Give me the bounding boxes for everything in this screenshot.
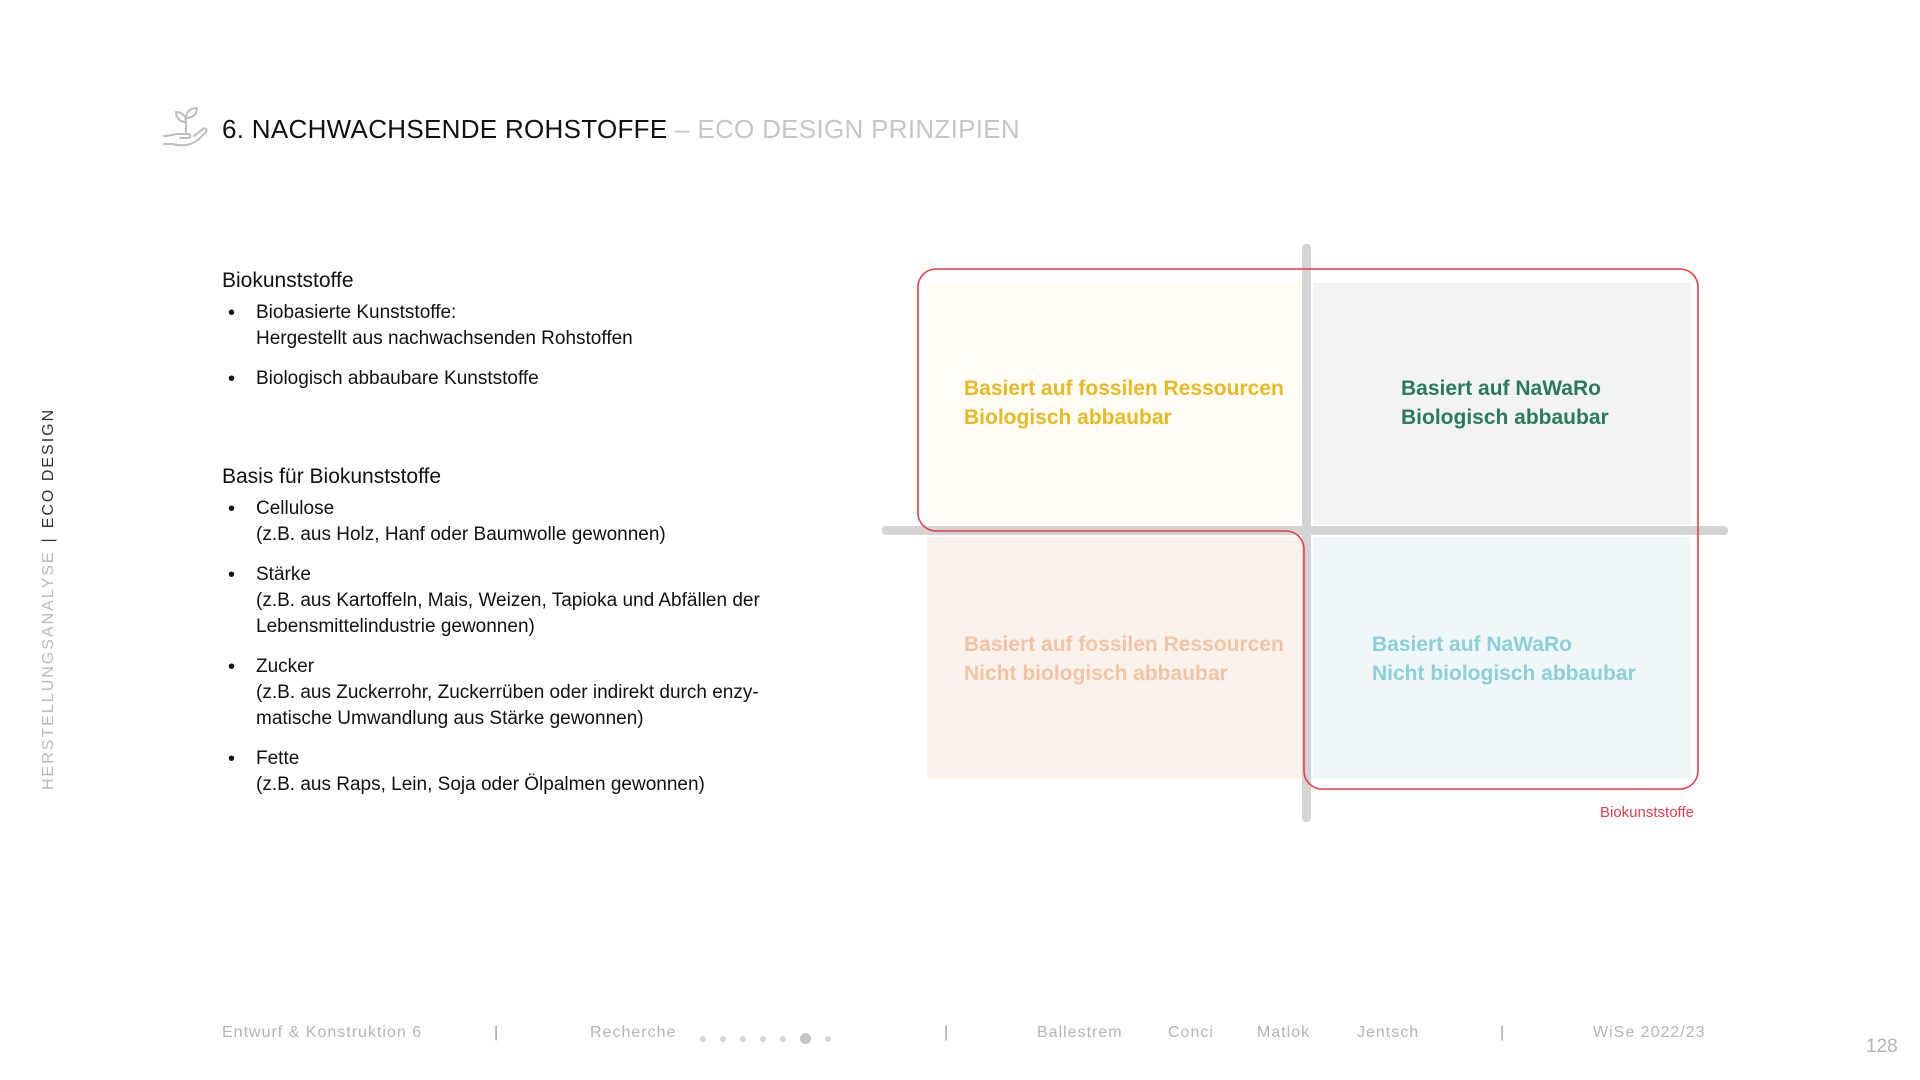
section-title-biokunststoffe: Biokunststoffe: [222, 269, 354, 292]
title-main: 6. NACHWACHSENDE ROHSTOFFE: [222, 114, 668, 144]
footer-separator: |: [1500, 1024, 1506, 1041]
progress-dot-active: [800, 1033, 811, 1044]
page-number: 128: [1866, 1036, 1898, 1057]
footer-separator: |: [494, 1024, 500, 1041]
list-item-sub: (z.B. aus Holz, Hanf oder Baumwolle gewonnen): [256, 524, 666, 545]
progress-dot: [740, 1036, 746, 1042]
footer-name: Matlok: [1257, 1024, 1311, 1041]
list-item-head: • Zucker: [256, 656, 315, 677]
progress-dot: [700, 1036, 706, 1042]
side-label-part1: HERSTELLUNGSANALYSE: [40, 550, 57, 790]
footer-semester: WiSe 2022/23: [1593, 1024, 1706, 1041]
list-item-sub: (z.B. aus Zuckerrohr, Zuckerrüben oder indirekt durch enzy-matische Umwandlung aus Stärke gewonnen): [256, 682, 759, 729]
progress-dots: [700, 1033, 831, 1044]
progress-dot: [720, 1036, 726, 1042]
footer-separator: |: [944, 1024, 950, 1041]
list-item-sub: Hergestellt aus nachwachsenden Rohstoffen: [256, 328, 633, 349]
footer-name: Ballestrem: [1037, 1024, 1123, 1041]
progress-dot: [825, 1036, 831, 1042]
progress-dot: [760, 1036, 766, 1042]
outline-label: Biokunststoffe: [1600, 804, 1694, 821]
footer-section: Recherche: [590, 1024, 677, 1041]
side-label-part2: ECO DESIGN: [40, 407, 57, 529]
footer-name: Jentsch: [1357, 1024, 1420, 1041]
list-item-head: • Fette: [256, 748, 300, 769]
quadrant-label-top-left: Basiert auf fossilen Ressourcen Biologisch abbaubar: [964, 377, 1284, 429]
side-label-separator: |: [40, 536, 57, 543]
quadrant-label-bottom-right: Basiert auf NaWaRo Nicht biologisch abbaubar: [1372, 633, 1636, 685]
quadrant-label-bottom-left: Basiert auf fossilen Ressourcen Nicht biologisch abbaubar: [964, 633, 1284, 685]
list-item-head: • Stärke: [256, 564, 311, 585]
list-item-head: • Biobasierte Kunststoffe:: [256, 302, 457, 323]
list-item-head: • Biologisch abbaubare Kunststoffe: [256, 368, 539, 389]
footer-course: Entwurf & Konstruktion 6: [222, 1024, 423, 1041]
section-title-basis: Basis für Biokunststoffe: [222, 465, 442, 488]
quadrant-label-top-right: Basiert auf NaWaRo Biologisch abbaubar: [1401, 377, 1609, 429]
progress-dot: [780, 1036, 786, 1042]
list-item-sub: (z.B. aus Raps, Lein, Soja oder Ölpalmen gewonnen): [256, 774, 705, 795]
list-item-head: • Cellulose: [256, 498, 335, 519]
list-item-sub: (z.B. aus Kartoffeln, Mais, Weizen, Tapioka und Abfällen der Lebensmittelindustrie gewonnen): [256, 590, 760, 637]
title-subtitle: – ECO DESIGN PRINZIPIEN: [667, 114, 1021, 144]
footer-name: Conci: [1168, 1024, 1214, 1041]
